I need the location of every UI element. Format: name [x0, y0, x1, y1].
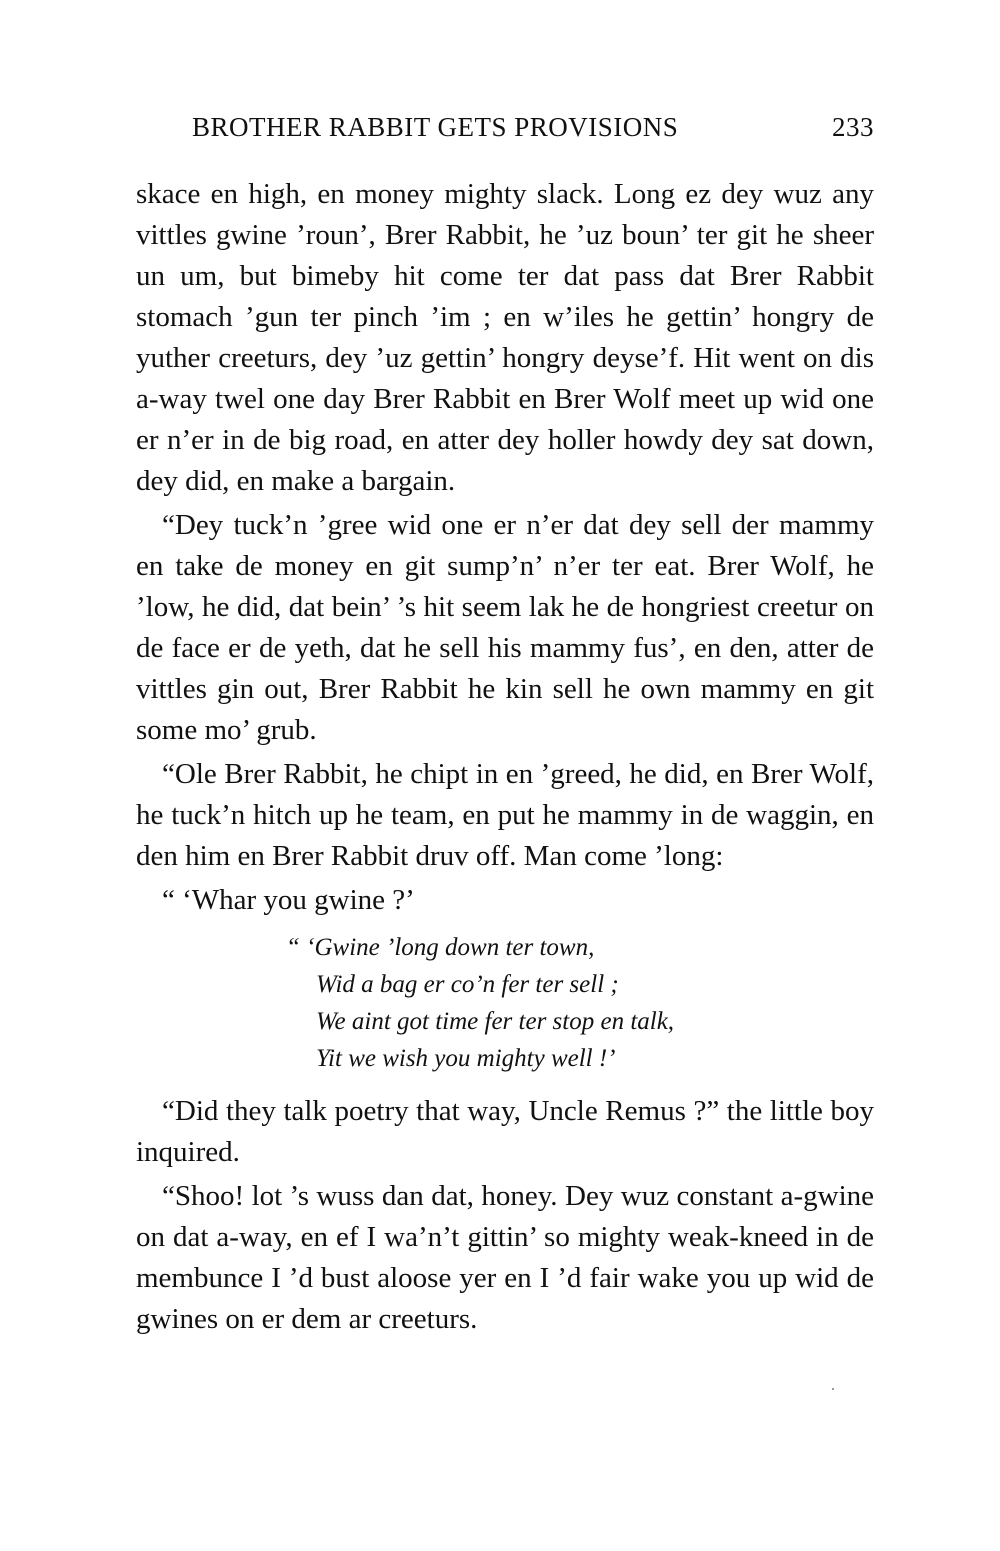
paragraph-3: “Ole Brer Rabbit, he chipt in en ’greed, he did, en Brer Wolf, he tuck’n hitch up he team, en put he mammy in de waggin, en den him en Brer Rabbit druv off. Man come ’long: [136, 758, 874, 872]
paragraph-2: “Dey tuck’n ’gree wid one er n’er dat dey sell der mammy en take de money en git sump’n’ n’er ter eat. Brer Wolf, he ’low, he did, dat bein’ ’s hit seem lak he de hongriest creetur on de face er de yeth, dat he sell his mammy fus’, en den, atter de vittles gin out, Brer Rabbit he kin sell he own mammy en git some mo’ grub. [136, 509, 874, 746]
page-number: 233 [832, 112, 874, 142]
paragraph-4: “ ‘Whar you gwine ?’ [162, 884, 415, 916]
paragraph-6: “Shoo! lot ’s wuss dan dat, honey. Dey wuz constant a-gwine on dat a-way, en ef I wa’n’t gittin’ so mighty weak-kneed in de membunce I ’d bust aloose yer en I ’d fair wake you up wid de gwines on er dem ar creeturs. [136, 1180, 874, 1335]
paragraph-5: “Did they talk poetry that way, Uncle Remus ?” the little boy inquired. [136, 1095, 874, 1168]
body-text [136, 174, 874, 1340]
book-page [136, 108, 874, 1343]
paragraph-1: skace en high, en money mighty slack. Long ez dey wuz any vittles gwine ’roun’, Brer Rabbit, he ’uz boun’ ter git he sheer un um, but bimeby hit come ter dat pass dat Brer Rabbit stomach ’gun ter pinch ’im ; en w’iles he gettin’ hongry de yuther creeturs, dey ’uz gettin’ hongry deyse’f. Hit went on dis a-way twel one day Brer Rabbit en Brer Wolf meet up wid one er n’er in de big road, en atter dey holler howdy dey sat down, dey did, en make a bargain. [136, 178, 874, 497]
verse-line-4: Yit we wish you mighty well !’ [316, 1045, 616, 1072]
verse-line-2: Wid a bag er co’n fer ter sell ; [316, 971, 619, 998]
verse-line-1: “ ‘Gwine ’long down ter town, [286, 934, 595, 961]
verse-line-3: We aint got time fer ter stop en talk, [316, 1008, 675, 1035]
print-speck [832, 1388, 834, 1390]
verse-block [286, 929, 874, 1077]
running-header [136, 108, 874, 152]
running-title: BROTHER RABBIT GETS PROVISIONS [192, 112, 679, 142]
